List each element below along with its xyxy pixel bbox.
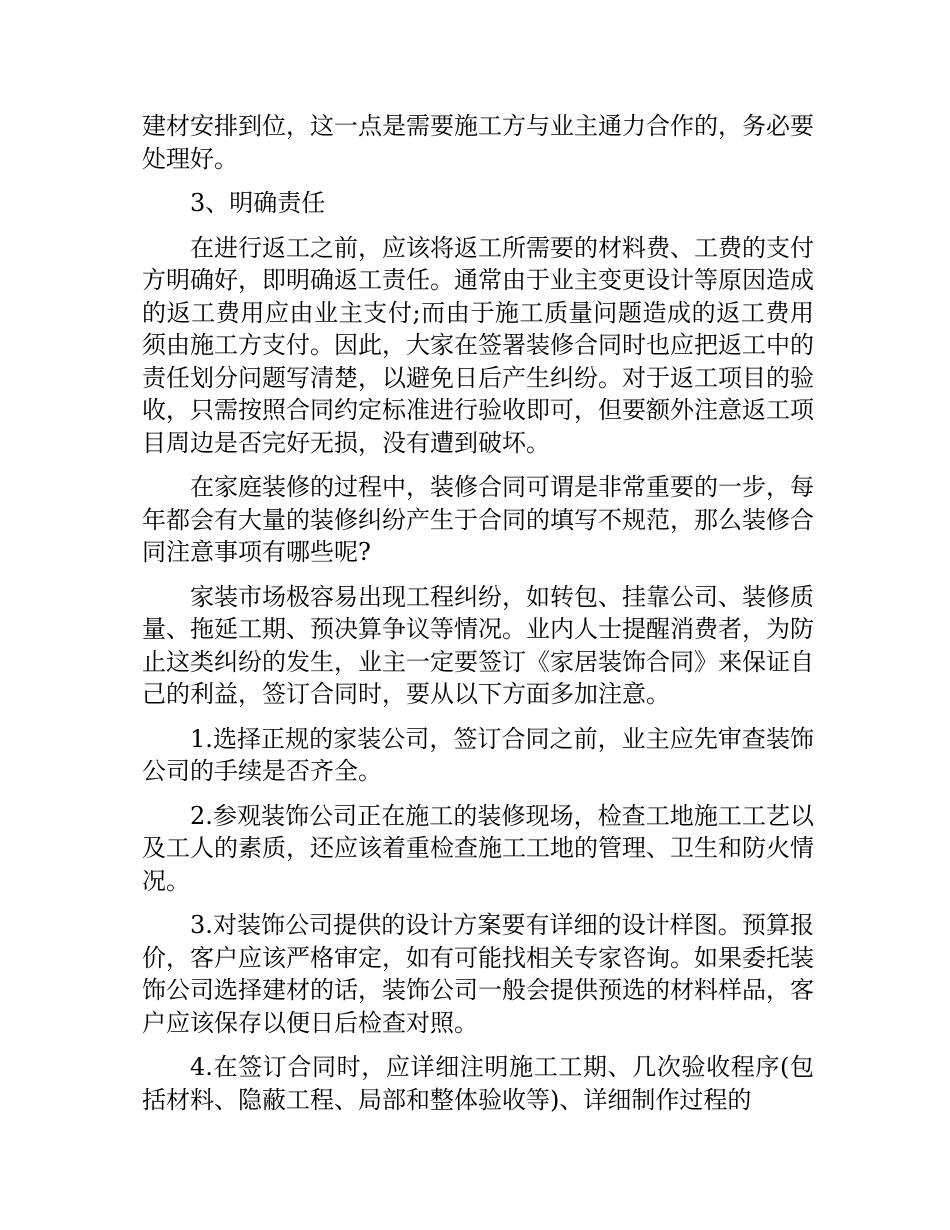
document-page bbox=[142, 110, 814, 1128]
paragraph-responsibility: 在进行返工之前，应该将返工所需要的材料费、工费的支付方明确好，即明确返工责任。通常由于业主变更设计等原因造成的返工费用应由业主支付;而由于施工质量问题造成的返工费用须由施工方支付。因此，大家在签署装修合同时也应把返工中的责任划分问题写清楚，以避免日后产生纠纷。对于返工项目的验收，只需按照合同约定标准进行验收即可，但要额外注意返工项目周边是否完好无损，没有遭到破坏。 bbox=[142, 233, 814, 457]
paragraph-market-disputes: 家装市场极容易出现工程纠纷，如转包、挂靠公司、装修质量、拖延工期、预决算争议等情况。业内人士提醒消费者，为防止这类纠纷的发生，业主一定要签订《家居装饰合同》来保证自己的利益，签订合同时，要从以下方面多加注意。 bbox=[142, 582, 814, 708]
list-item-4: 4.在签订合同时，应详细注明施工工期、几次验收程序(包括材料、隐蔽工程、局部和整体验收等)、详细制作过程的 bbox=[142, 1053, 814, 1114]
paragraph-continuation: 建材安排到位，这一点是需要施工方与业主通力合作的，务必要处理好。 bbox=[142, 112, 814, 173]
list-item-1: 1.选择正规的家装公司，签订合同之前，业主应先审查装饰公司的手续是否齐全。 bbox=[142, 724, 814, 785]
paragraph-contract-importance: 在家庭装修的过程中，装修合同可谓是非常重要的一步，每年都会有大量的装修纠纷产生于合同的填写不规范，那么装修合同注意事项有哪些呢? bbox=[142, 473, 814, 566]
list-item-3: 3.对装饰公司提供的设计方案要有详细的设计样图。预算报价，客户应该严格审定，如有可能找相关专家咨询。如果委托装饰公司选择建材的话，装饰公司一般会提供预选的材料样品，客户应该保存以便日后检查对照。 bbox=[142, 911, 814, 1037]
list-item-2: 2.参观装饰公司正在施工的装修现场，检查工地施工工艺以及工人的素质，还应该着重检查施工工地的管理、卫生和防火情况。 bbox=[142, 801, 814, 895]
section-heading: 3、明确责任 bbox=[190, 189, 326, 217]
